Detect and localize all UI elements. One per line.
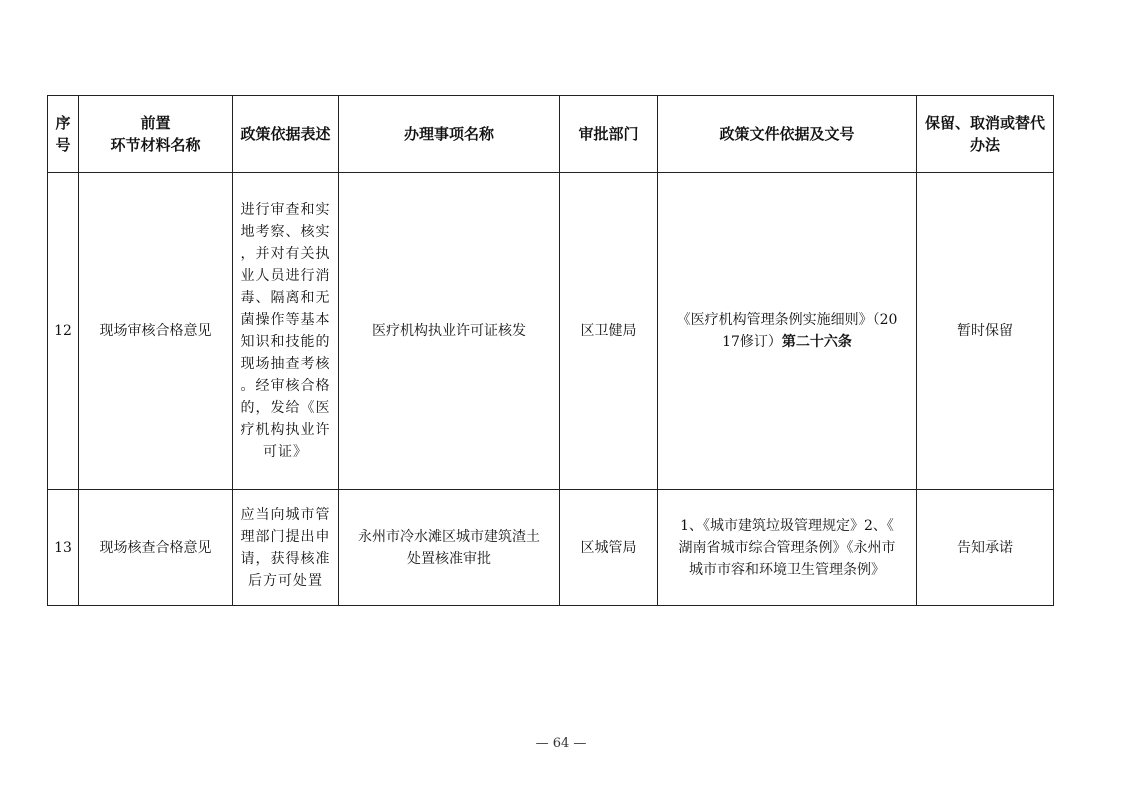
cell-policy-doc xyxy=(658,173,917,490)
page-number: — 64 — xyxy=(535,736,587,751)
cell-item-name: 医疗机构执业许可证核发 xyxy=(339,173,560,490)
cell-policy-doc: 1、《城市建筑垃圾管理规定》2、《 湖南省城市综合管理条例》《永州市 城市市容和环境卫生管理条例》 xyxy=(658,490,917,606)
cell-prior-material: 现场核查合格意见 xyxy=(79,490,233,606)
header-item-name: 办理事项名称 xyxy=(339,96,560,173)
table-row xyxy=(48,490,1054,606)
policy-table xyxy=(47,95,1054,606)
header-policy-desc: 政策依据表述 xyxy=(233,96,339,173)
cell-item-name: 永州市冷水滩区城市建筑渣土 处置核准审批 xyxy=(339,490,560,606)
cell-policy-desc: 进行审查和实 地考察、核实 ，并对有关执 业人员进行消 毒、隔离和无 菌操作等基本 知识和技能的 现场抽查考核 。经审核合格 的，发给《医 疗机构执业许 可证》 xyxy=(233,173,339,490)
header-seq: 序 号 xyxy=(48,96,79,173)
cell-approval-dept: 区卫健局 xyxy=(560,173,658,490)
cell-seq: 13 xyxy=(48,490,79,606)
policy-doc-text: 《医疗机构管理条例实施细则》（20 17修订） xyxy=(676,312,898,350)
header-policy-doc: 政策文件依据及文号 xyxy=(658,96,917,173)
cell-retention: 暂时保留 xyxy=(917,173,1054,490)
header-prior-material: 前置 环节材料名称 xyxy=(79,96,233,173)
header-retention: 保留、取消或替代 办法 xyxy=(917,96,1054,173)
header-row xyxy=(48,96,1054,173)
cell-seq: 12 xyxy=(48,173,79,490)
cell-policy-desc: 应当向城市管 理部门提出申 请，获得核准 后方可处置 xyxy=(233,490,339,606)
cell-approval-dept: 区城管局 xyxy=(560,490,658,606)
cell-prior-material: 现场审核合格意见 xyxy=(79,173,233,490)
policy-doc-article: 第二十六条 xyxy=(781,334,852,350)
header-approval-dept: 审批部门 xyxy=(560,96,658,173)
table-row xyxy=(48,173,1054,490)
cell-retention: 告知承诺 xyxy=(917,490,1054,606)
